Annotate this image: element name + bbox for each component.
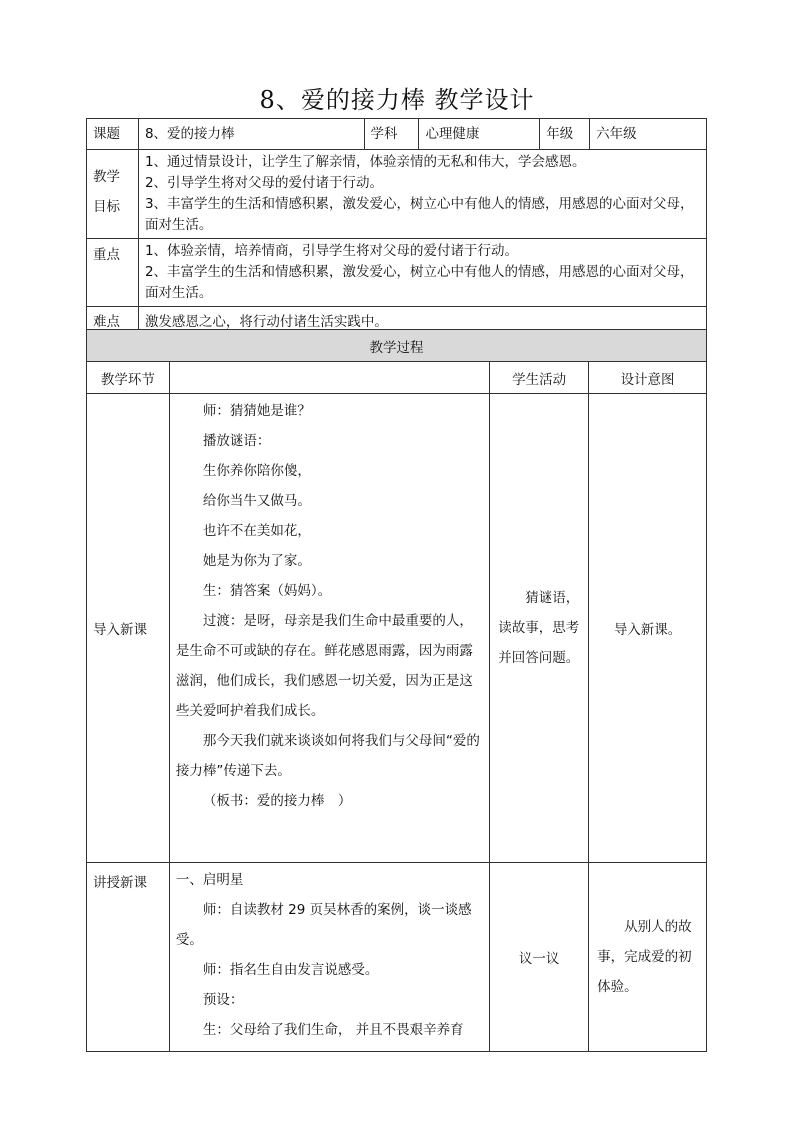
topic-label: 课题	[87, 119, 139, 150]
student-activity-text: 猜谜语，读故事，思考并回答问题。	[498, 590, 580, 666]
page-title: 8、爱的接力棒 教学设计	[259, 86, 535, 114]
teaching-process-table	[86, 329, 707, 1052]
content-line: （板书：爱的接力棒 ）	[202, 793, 352, 809]
goal-item: 1、通过情景设计，让学生了解亲情，体验亲情的无私和伟大，学会感恩。	[144, 154, 586, 170]
content-line: 生：猜答案（妈妈）。	[202, 583, 332, 599]
intent-cell	[589, 863, 707, 1052]
student-activity-cell: 议一议	[490, 863, 589, 1052]
difficulty-value: 激发感恩之心，将行动付诸生活实践中。	[138, 307, 706, 338]
goal-item: 2、引导学生将对父母的爱付诸于行动。	[144, 175, 384, 191]
content-line: 也许不在美如花，	[202, 523, 311, 539]
grade-label: 年级	[540, 119, 590, 150]
process-header: 教学过程	[87, 330, 707, 362]
col-student: 学生活动	[490, 362, 589, 394]
process-row-intro	[87, 394, 707, 863]
content-line: 过渡：是呀，母亲是我们生命中最重要的人，是生命不可或缺的存在。鲜花感恩雨露，因为雨露滋润，他们成长，我们感恩一切关爱，因为正是这些关爱呵护着我们成长。	[175, 613, 473, 719]
content-line: 生：父母给了我们生命， 并且不畏艰辛养育	[202, 1022, 464, 1038]
topic-row	[87, 119, 707, 150]
key-label: 重点	[87, 239, 139, 307]
lesson-info-table	[86, 118, 707, 338]
subject-value: 心理健康	[419, 119, 540, 150]
content-heading: 一、启明星	[175, 872, 244, 888]
col-stage: 教学环节	[87, 362, 170, 394]
content-line: 她是为你为了家。	[202, 553, 311, 569]
grade-value: 六年级	[590, 119, 707, 150]
content-line: 师：自读教材 29 页吴林香的案例，谈一谈感受。	[175, 902, 472, 948]
subject-label: 学科	[364, 119, 419, 150]
content-line: 生你养你陪你傻，	[202, 463, 311, 479]
content-line: 播放谜语：	[202, 433, 271, 449]
content-cell	[169, 394, 489, 863]
key-points-row	[87, 239, 707, 307]
process-row-new	[87, 863, 707, 1052]
content-cell	[169, 863, 489, 1052]
content-line: 师：猜猜她是谁？	[202, 403, 311, 419]
topic-value: 8、爱的接力棒	[138, 119, 364, 150]
stage-cell: 导入新课	[87, 394, 170, 863]
content-line: 师：指名生自由发言说感受。	[202, 962, 379, 978]
difficulty-label: 难点	[87, 307, 139, 338]
goals-label-2: 目标	[93, 199, 120, 215]
content-line: 给你当牛又做马。	[202, 493, 311, 509]
goal-item: 3、丰富学生的生活和情感积累，激发爱心，树立心中有他人的情感，用感恩的心面对父母，面对生活。	[144, 196, 694, 233]
goals-label-1: 教学	[93, 169, 120, 185]
col-intent: 设计意图	[589, 362, 707, 394]
intent-text: 从别人的故事，完成爱的初体验。	[597, 919, 692, 995]
intent-cell: 导入新课。	[589, 394, 707, 863]
col-content	[169, 362, 489, 394]
process-column-headers	[87, 362, 707, 394]
student-activity-cell	[490, 394, 589, 863]
stage-cell: 讲授新课	[87, 863, 170, 1052]
key-point-item: 1、体验亲情，培养情商，引导学生将对父母的爱付诸于行动。	[144, 243, 519, 259]
content-line: 预设：	[202, 992, 244, 1008]
key-point-item: 2、丰富学生的生活和情感积累，激发爱心，树立心中有他人的情感，用感恩的心面对父母，面对生活。	[144, 264, 694, 301]
goals-row	[87, 150, 707, 239]
content-line: 那今天我们就来谈谈如何将我们与父母间“爱的接力棒”传递下去。	[175, 733, 480, 779]
